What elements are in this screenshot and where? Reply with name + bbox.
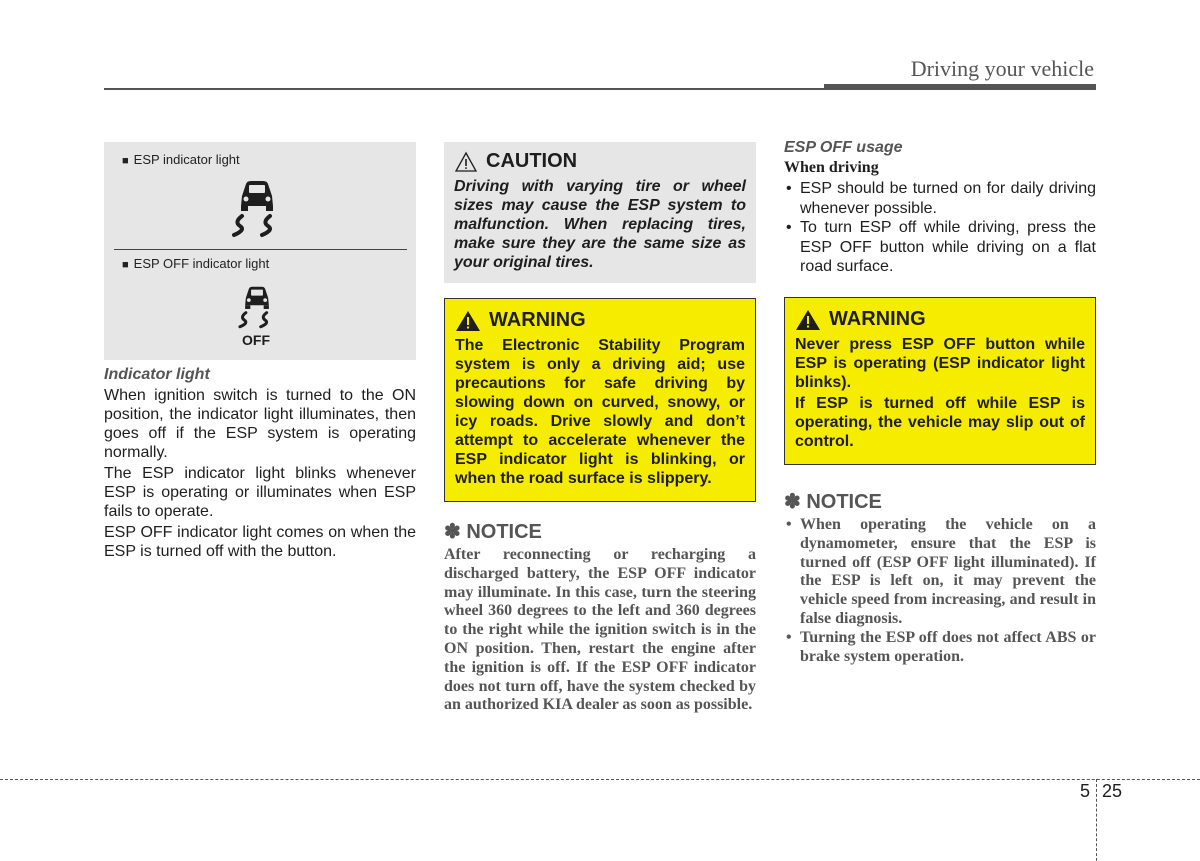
- warning-paragraph: Never press ESP OFF button while ESP is operating (ESP indicator light blinks).: [795, 336, 1085, 391]
- header-title: Driving your vehicle: [910, 56, 1094, 81]
- caution-box: [444, 142, 756, 283]
- indicator-icon-box: [104, 142, 416, 360]
- caution-header: [454, 150, 746, 173]
- caution-triangle-icon: [454, 151, 478, 173]
- icon-divider: [114, 249, 407, 250]
- list-item: • To turn ESP off while driving, press the ESP OFF button while driving on a flat road surface.: [784, 218, 1096, 277]
- indicator-section: [104, 366, 416, 563]
- notice-heading-2: ✽ NOTICE: [784, 491, 882, 513]
- chapter-number: 5: [1080, 781, 1091, 801]
- esp-off-usage-section: [784, 139, 1096, 277]
- warning-header-1: [455, 309, 745, 332]
- notice-text-2: [784, 516, 1096, 666]
- notice-heading-1: ✽ NOTICE: [444, 521, 542, 543]
- esp-skid-icon: [226, 176, 288, 238]
- when-driving-subheading: When driving: [784, 159, 879, 176]
- footer-divider: [1096, 779, 1097, 861]
- list-item: • ESP should be turned on for daily driving whenever possible.: [784, 179, 1096, 218]
- list-item: • Turning the ESP off does not affect ABS or brake system operation.: [784, 629, 1096, 667]
- indicator-heading: Indicator light: [104, 366, 210, 383]
- caution-title: CAUTION: [486, 150, 578, 172]
- warning-box-1: [444, 298, 756, 502]
- esp-off-indicator-label: ■ ESP OFF indicator light: [122, 256, 269, 271]
- warning-triangle-icon: [455, 310, 481, 332]
- warning-paragraph: If ESP is turned off while ESP is operating, the vehicle may slip out of control.: [795, 395, 1085, 450]
- warning-header-2: [795, 308, 1085, 331]
- warning-title-1: WARNING: [489, 309, 586, 331]
- indicator-paragraph: The ESP indicator light blinks whenever ESP is operating or illuminates when ESP fails to operate.: [104, 465, 416, 520]
- off-label: OFF: [242, 332, 270, 348]
- esp-off-usage-heading: ESP OFF usage: [784, 139, 903, 156]
- indicator-body: [104, 386, 416, 561]
- caution-text: Driving with varying tire or wheel sizes may cause the ESP system to malfunction. When replacing tires, make sure they are the same size as your original tires.: [454, 178, 746, 271]
- list-item: • When operating the vehicle on a dynamometer, ensure that the ESP is turned off (ESP OFF light illuminated). If the ESP is left on, it may prevent the vehicle speed from increasing, and result in false diagnosis.: [784, 516, 1096, 629]
- warning-text-2: [795, 335, 1085, 451]
- notice-list-2: [784, 516, 1096, 666]
- esp-off-skid-icon: [234, 282, 280, 330]
- warning-text-1: The Electronic Stability Program system is only a driving aid; use precautions for safe driving by slowing down on curved, snowy, or icy roads. Drive slowly and don’t attempt to accelerate whenever the ESP indicator light is blinking, or when the road surface is slippery.: [455, 337, 745, 487]
- esp-off-usage-list: [784, 179, 1096, 277]
- page-number: 25: [1102, 781, 1123, 801]
- footer-rule: [0, 779, 1200, 780]
- notice-text-1: After reconnecting or recharging a discharged battery, the ESP OFF indicator may illuminate. In this case, turn the steering wheel 360 degrees to the left and 360 degrees to the right while the ignition switch is in the ON position. Then, restart the engine after the ignition is off. If the ESP OFF indicator does not turn off, have the system checked by an authorized KIA dealer as soon as possible.: [444, 546, 756, 714]
- header-rule-accent: [824, 84, 1096, 90]
- esp-indicator-label: ■ ESP indicator light: [122, 152, 240, 167]
- warning-triangle-icon: [795, 309, 821, 331]
- indicator-paragraph: When ignition switch is turned to the ON position, the indicator light illuminates, then goes off if the ESP system is operating normally.: [104, 387, 416, 461]
- indicator-paragraph: ESP OFF indicator light comes on when the ESP is turned off with the button.: [104, 524, 416, 560]
- warning-title-2: WARNING: [829, 308, 926, 330]
- warning-box-2: [784, 297, 1096, 465]
